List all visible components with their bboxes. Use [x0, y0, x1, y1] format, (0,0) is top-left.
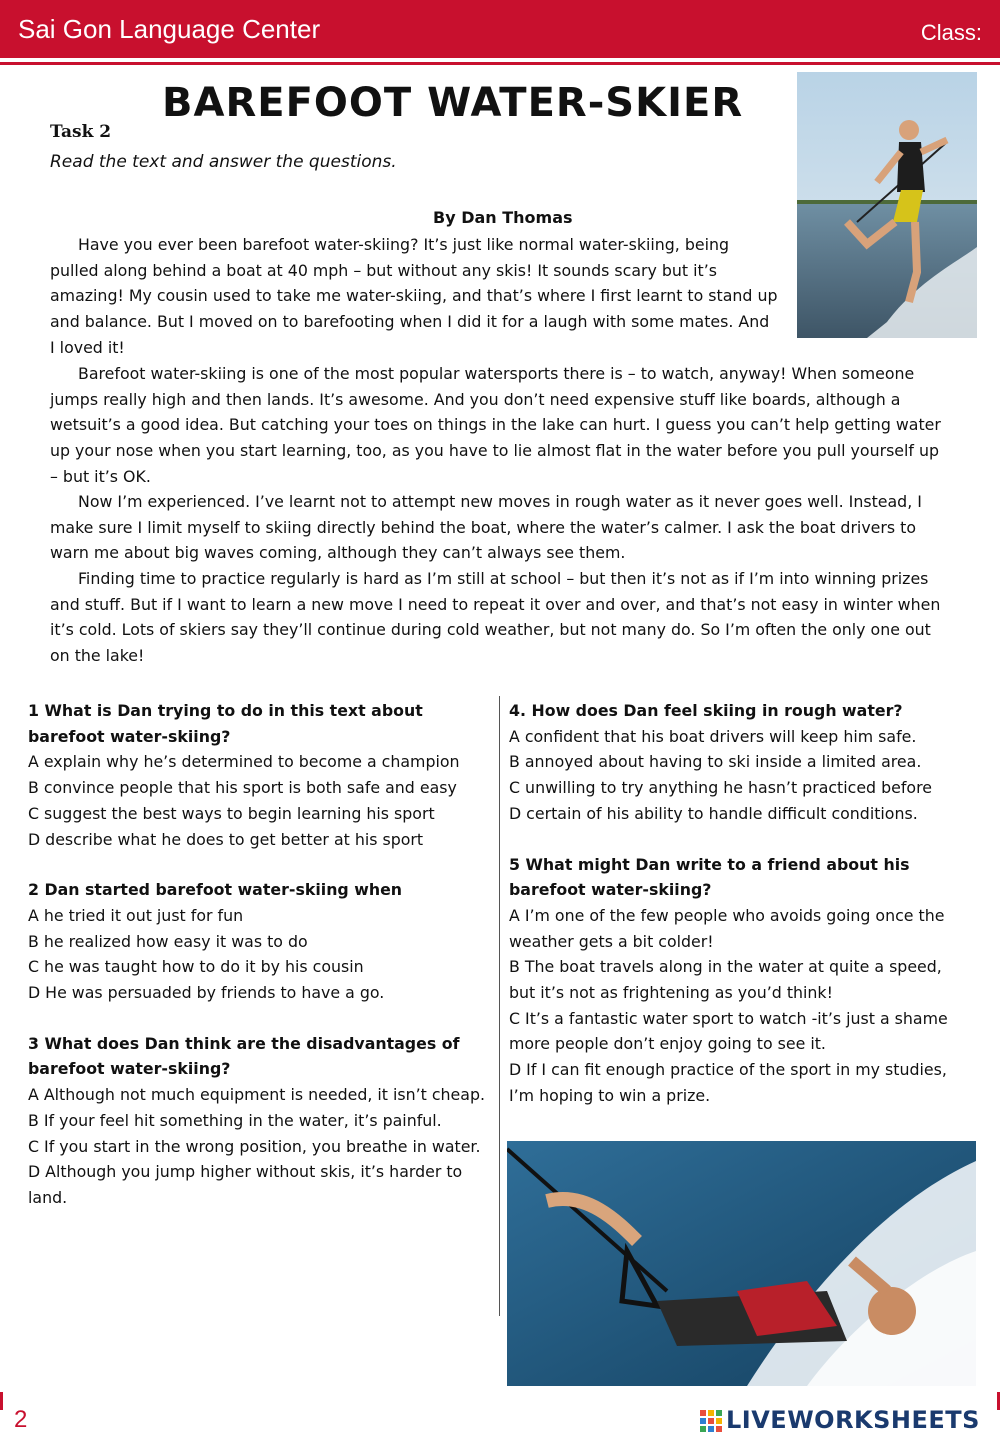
question-2-option-b[interactable]: B he realized how easy it was to do — [28, 931, 308, 951]
question-3-text: 3 What does Dan think are the disadvantages of barefoot water-skiing? — [28, 1033, 460, 1079]
column-divider — [499, 696, 500, 1316]
task-label: Task 2 — [50, 122, 112, 142]
question-5-text: 5 What might Dan write to a friend about his barefoot water-skiing? — [509, 854, 910, 900]
question-3-option-d[interactable]: D Although you jump higher without skis, it’s harder to land. — [28, 1162, 463, 1207]
class-label: Class: — [920, 20, 982, 45]
question-5-option-c[interactable]: C It’s a fantastic water sport to watch -it’s just a shame more people don’t enjoy going to see it. — [509, 1008, 948, 1054]
question-5-option-d[interactable]: D If I can fit enough practice of the sport in my studies, I’m hoping to win a prize. — [509, 1060, 947, 1105]
question-2-text: 2 Dan started barefoot water-skiing when — [28, 880, 403, 900]
liveworksheets-logo-icon — [700, 1410, 722, 1432]
question-4-option-d[interactable]: D certain of his ability to handle difficult conditions. — [509, 803, 918, 823]
question-5-option-b[interactable]: B The boat travels along in the water at quite a speed, but it’s not as frightening as you’d think! — [509, 957, 942, 1003]
liveworksheets-logo — [700, 1406, 994, 1436]
article-paragraph-4: Finding time to practice regularly is hard as I’m still at school – but then it’s not as if I’m into winning prizes and stuff. But if I want to learn a new move I need to repeat it over and over, and that’s not easy in winter when it’s cold. Lots of skiers say they’ll continue during cold weather, but not many do. So I’m often the only one out on the lake! — [50, 569, 941, 666]
task-instruction: Read the text and answer the questions. — [50, 152, 397, 172]
article-byline: By Dan Thomas — [433, 208, 573, 227]
skier-photo — [797, 72, 977, 338]
question-3 — [28, 1031, 493, 1211]
question-4 — [509, 698, 969, 827]
question-4-option-b[interactable]: B annoyed about having to ski inside a limited area. — [509, 752, 922, 772]
question-2 — [28, 877, 493, 1006]
liveworksheets-logo-text: LIVEWORKSHEETS — [726, 1406, 980, 1434]
question-5 — [509, 852, 969, 1109]
question-1-option-b[interactable]: B convince people that his sport is both safe and easy — [28, 778, 457, 798]
article-paragraph-2: Barefoot water-skiing is one of the most popular watersports there is – to watch, anyway! When someone jumps really high and then lands. It’s awesome. And you don’t need expensive stuff like boards, although a wetsuit’s a good idea. But catching your toes on things in the lake can hurt. I guess you can’t help getting water up your nose when you start learning, too, as you have to lie almost flat in the water before you pull yourself up – but it’s OK. — [50, 364, 941, 486]
page-number: 2 — [14, 1406, 28, 1433]
article-paragraph-3: Now I’m experienced. I’ve learnt not to attempt new moves in rough water as it never goes well. Instead, I make sure I limit myself to skiing directly behind the boat, where the water’s calmer. I ask the boat drivers to warn me about big waves coming, although they can’t always see them. — [50, 492, 922, 563]
question-2-option-a[interactable]: A he tried it out just for fun — [28, 905, 244, 925]
question-4-option-a[interactable]: A confident that his boat drivers will keep him safe. — [509, 726, 917, 746]
question-4-option-c[interactable]: C unwilling to try anything he hasn’t practiced before — [509, 778, 932, 798]
question-2-option-d[interactable]: D He was persuaded by friends to have a go. — [28, 983, 385, 1003]
skier-closeup-photo — [507, 1141, 976, 1386]
question-1-option-d[interactable]: D describe what he does to get better at his sport — [28, 829, 424, 849]
question-3-option-a[interactable]: A Although not much equipment is needed, it isn’t cheap. — [28, 1085, 486, 1105]
question-1 — [28, 698, 493, 852]
questions-right-column — [509, 698, 969, 1134]
header-bar — [0, 0, 1000, 58]
footer-left-mark — [0, 1392, 3, 1410]
center-name: Sai Gon Language Center — [18, 14, 321, 44]
question-2-option-c[interactable]: C he was taught how to do it by his cousin — [28, 957, 364, 977]
question-1-option-a[interactable]: A explain why he’s determined to become a champion — [28, 752, 460, 772]
header-divider — [0, 62, 1000, 65]
question-4-text: 4. How does Dan feel skiing in rough water? — [509, 701, 903, 720]
question-5-option-a[interactable]: A I’m one of the few people who avoids going once the weather gets a bit colder! — [509, 905, 945, 951]
article-paragraph-1: Have you ever been barefoot water-skiing? It’s just like normal water-skiing, being pulled along behind a boat at 40 mph – but without any skis! It sounds scary but it’s amazing! My cousin used to take me water-skiing, and that’s where I first learnt to stand up and balance. But I moved on to barefooting when I did it for a laugh with some mates. And I loved it! — [50, 235, 778, 357]
question-3-option-c[interactable]: C If you start in the wrong position, you breathe in water. — [28, 1136, 481, 1156]
question-1-option-c[interactable]: C suggest the best ways to begin learning his sport — [28, 803, 435, 823]
question-1-text: 1 What is Dan trying to do in this text about barefoot water-skiing? — [28, 701, 423, 746]
page-title: BAREFOOT WATER-SKIER — [162, 80, 744, 126]
questions-left-column — [28, 698, 493, 1236]
question-3-option-b[interactable]: B If your feel hit something in the water, it’s painful. — [28, 1110, 442, 1130]
